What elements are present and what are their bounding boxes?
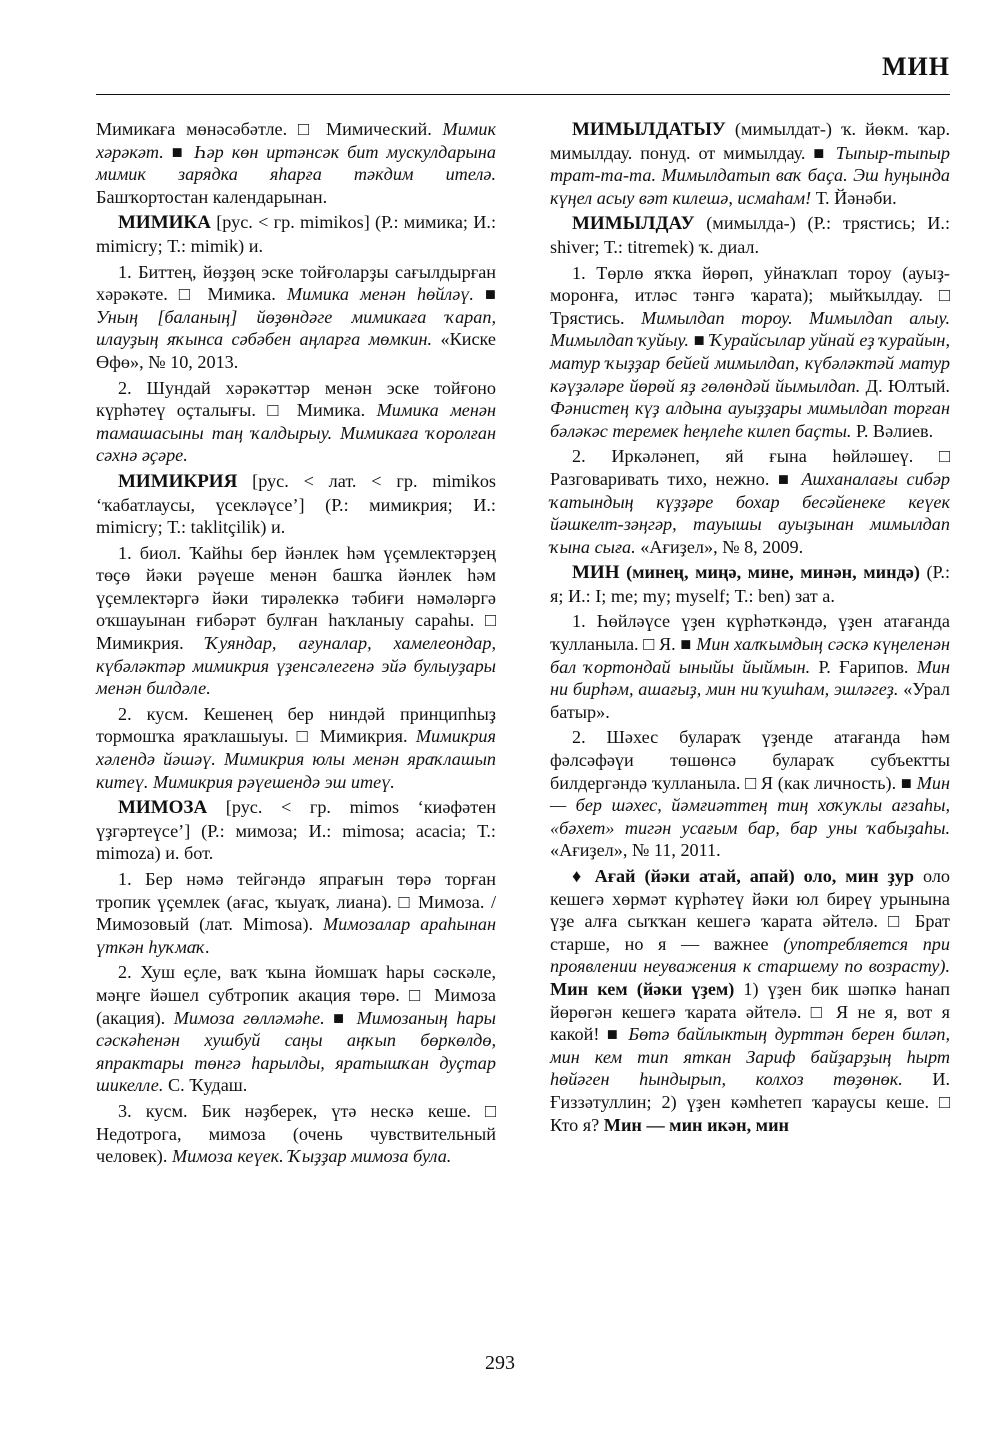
- idiom-min-kem: Мин кем (йәки үҙем): [550, 978, 735, 999]
- idiom-min-min-ikan: Мин — мин икән, мин: [603, 1114, 790, 1135]
- header-rule: [96, 94, 950, 95]
- page-number: 293: [485, 1352, 515, 1374]
- entry-min: МИН (минең, миңә, мине, минән, миндә) (Р.: я; И.: I; me; my; myself; Т.: ben) зат а.: [550, 562, 950, 606]
- headword-mimyldatyu: МИМЫЛДАТЫУ: [572, 119, 726, 140]
- sense-mimyldau-2: 2. Иркәләнеп, яй ғына һөйләшеү. □ Разговаривать тихо, нежно. ■ Ашханалағы сибәр ҡатындың күҙҙәре бохар бесәйенеке кеүек йәшкелт-зәңгәр, тауышы ауыҙынан мимылдап ҡына сыға. «Ағиҙел», № 8, 2009.: [550, 446, 950, 557]
- running-header: МИН: [882, 52, 950, 81]
- headword-mimoza: МИМОЗА: [118, 797, 208, 819]
- left-column: [96, 118, 496, 1171]
- sense-mimoza-3: 3. кусм. Бик нәҙберек, үтә нескә кеше. □ Недотрога, мимоза (очень чувствительный человек). Мимоза кеүек. Ҡыҙҙар мимоза була.: [96, 1100, 496, 1167]
- idioms-min: ♦ Ағай (йәки атай, апай) оло, мин ҙур оло кешегә хөрмәт күрһәтеү йәки юл биреү урынына үҙе алға сыҡҡан кешегә ҡарата әйтелә. □ Брат старше, но я — важнее (употребляется при проявлении неуважения к старшему по возрасту). Мин кем (йәки үҙем) 1) үҙен бик шәпкә һанап йөрөгән кешегә ҡарата әйтелә. □ Я не я, вот я какой! ■ Бөтә байлыктың дурттән берен биләп, мин кем тип яткан Зариф байҙарҙың һырт һөйәген һындырып, колхоз төҙөнөк. И. Ғиззәтуллин; 2) үҙен кәмһетеп ҡараусы кеше. □ Кто я? Мин — мин икән, мин: [550, 866, 951, 1135]
- entry-mimicheskiy: Мимикаға мөнәсәбәтле. □ Мимический. Мимик хәрәкәт. ■ Һәр көн иртәнсәк бит мускулдарына мимик зарядка яһарға тәкдим ителә. Башҡортостан календарынан.: [96, 119, 496, 207]
- sense-mimika-1: 1. Биттең, йөҙҙөң эске тойғоларҙы сағылдырған хәрәкәте. □ Мимика. Мимика менән һөйләү. ■ Уның [баланың] йөҙөндәге мимикаға ҡарап, илауҙың яҡынса сәбәбен аңларға мөмкин. «Киске Өфө», № 10, 2013.: [96, 261, 496, 372]
- entry-mimoza: МИМОЗА [рус. < гр. mimos ‘киәфәтен үҙгәртеүсе’] (Р.: мимоза; И.: mimosa; acacia; Т.: mimoza) и. бот.: [96, 797, 496, 864]
- headword-mimika: МИМИКА: [118, 212, 211, 234]
- sense-mimika-2: 2. Шундай хәрәкәттәр менән эске тойғоно күрһәтеү оҫталығы. □ Мимика. Мимика менән тамашасыны таң ҡалдырыу. Мимикаға ҡоролған сәхнә әҫәре.: [96, 377, 496, 466]
- entry-mimika: МИМИКА [рус. < гр. mimikos] (Р.: мимика; И.: mimicry; Т.: mimik) и.: [96, 212, 496, 256]
- headword-mimyldau: МИМЫЛДАУ: [572, 213, 695, 235]
- entry-mimikriya: МИМИКРИЯ [рус. < лат. < гр. mimikos ‘ҡабатлаусы, үсекләүсе’] (Р.: мимикрия; И.: mimicry; Т.: taklitçilik) и.: [96, 470, 496, 538]
- headword-mimikriya: МИМИКРИЯ: [118, 470, 238, 492]
- right-column: [550, 118, 950, 1139]
- sense-min-2: 2. Шәхес булараҡ үҙенде атағанда һәм фәлсәфәүи төшөнсә булараҡ субъектты билдергәндә ҡулланыла. □ Я (как личность). ■ Мин — бер шәхес, йәмғиәттең тиң хоҡуҡлы ағзаһы, «бәхет» тигән усағым бар, бар уны ҡабыҙаһы. «Ағиҙел», № 11, 2011.: [550, 727, 950, 861]
- sense-mimoza-2: 2. Хуш еҫле, ваҡ ҡына йомшаҡ һары сәскәле, мәңге йәшел субтропик акация төрө. □ Мимоза (акация). Мимоза гөлләмәһе. ■ Мимозаның һары сәскәһенән хушбуй саңы аңҡып бөркөлдө, япрактары төнгә һарылды, яратышҡан дуҫтар шикелле. С. Ҡудаш.: [96, 962, 496, 1096]
- entry-mimyldau: МИМЫЛДАУ (мимылда-) (Р.: трястись; И.: shiver; Т.: titremek) ҡ. диал.: [550, 213, 950, 257]
- sense-mimikriya-1: 1. биол. Ҡайһы бер йәнлек һәм үҫемлектәрҙең төҫө йәки рәүеше менән башҡа йәнлек һәм үҫемлектәргә йәки тирәлеккә тәбиғи нәмәләргә оҡшауынан ғибәрәт булған һаҡланыу сараһы. □ Мимикрия. Ҡуяндар, ағуналар, хамелеондар, күбәләктәр мимикрия үҙенсәлегенә эйә булыуҙары менән билдәле.: [96, 542, 496, 699]
- sense-mimoza-1: 1. Бер нәмә тейгәндә япрағын төрә торған тропик үҫемлек (ағас, ҡыуаҡ, лиана). □ Мимоза. / Мимозовый (лат. Mimosa). Мимозалар араһынан үткән һуҡмаҡ.: [96, 869, 496, 957]
- sense-mimikriya-2: 2. кусм. Кешенең бер ниндәй принципһыҙ тормошҡа яраҡлашыуы. □ Мимикрия. Мимикрия хәлендә йәшәү. Мимикрия юлы менән яраҡлашып китеү. Мимикрия рәүешендә эш итеү.: [96, 703, 496, 792]
- entry-mimyldatyu: МИМЫЛДАТЫУ (мимылдат-) ҡ. йөкм. ҡар. мимылдау. понуд. от мимылдау. ■ Тыпыр-тыпыр трат-та-та. Мимылдатып ваҡ баҫа. Эш һуңында күңел асыу вәт килешә, исмаһам! Т. Йәнәби.: [550, 119, 950, 208]
- headword-min: МИН: [572, 562, 620, 584]
- idiom-agai-olo: ♦ Ағай (йәки атай, апай) оло, мин ҙур: [572, 866, 915, 886]
- sense-min-1: 1. Һөйләүсе үҙен күрһәткәндә, үҙен атағанда ҡулланыла. □ Я. ■ Мин халҡымдың сәскә күңеленән бал ҡортондай ыныйы йыймын. Р. Ғарипов. Мин ни бирһәм, ашағыҙ, мин ни ҡушһам, эшләгеҙ. «Урал батыр».: [550, 611, 950, 722]
- sense-mimyldau-1: 1. Төрлө яҡҡа йөрөп, уйнаҡлап тороу (ауыҙ-моронға, итләс тәнгә ҡарата); мыйҡылдау. □ Трястись. Мимылдап тороу. Мимылдап алыу. Мимылдап ҡуйыу. ■ Ҡурайсылар уйнай еҙ ҡурайын, матур ҡыҙҙар бейей мимылдап, күбәләктәй матур кәүҙәләре йөрөй яҙ гөлөндәй йымылдап. Д. Юлтый. Фәнистең күҙ алдына ауыҙҙары мимылдап торған бәләкәс теремек һеңлеһе килеп баҫты. Р. Вәлиев.: [550, 262, 951, 441]
